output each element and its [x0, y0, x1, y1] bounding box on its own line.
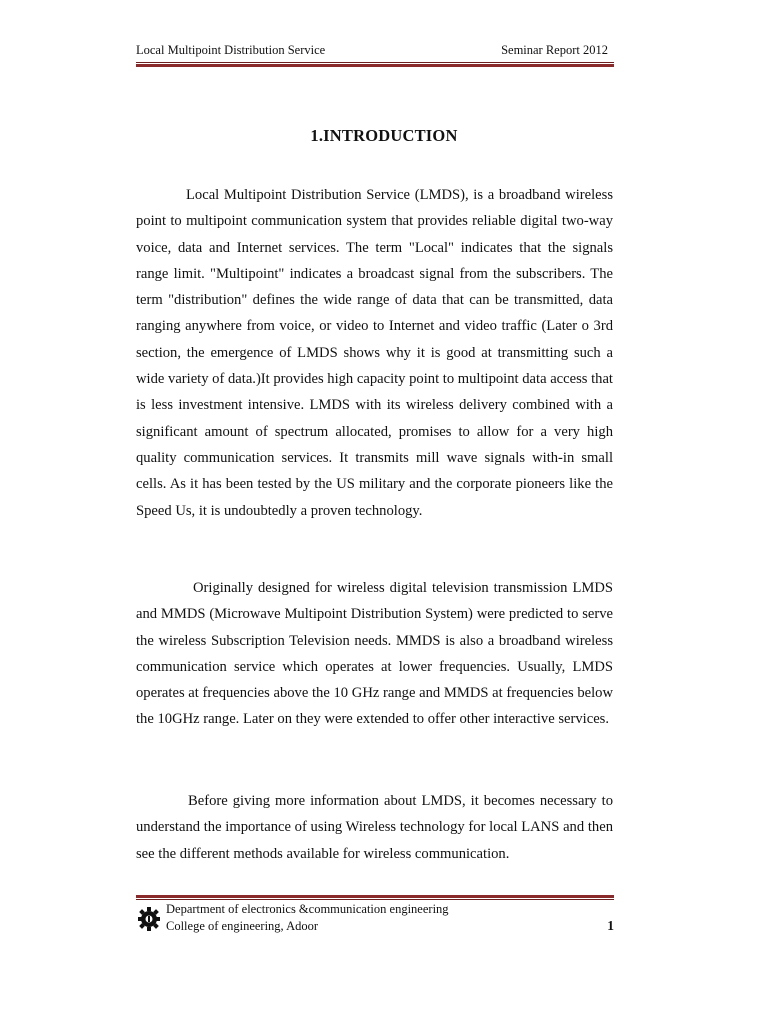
header-right-title: Seminar Report 2012 — [501, 43, 608, 57]
footer-rule-thick — [136, 895, 614, 898]
paragraph-3: Before giving more information about LMDS, it becomes necessary to understand the importance of using Wireless technology for local LANS and then see the different methods available for wireless communication. — [136, 793, 613, 862]
footer-college: College of engineering, Adoor — [166, 919, 319, 933]
header-rule-thin — [136, 62, 614, 63]
college-emblem-icon — [136, 904, 162, 934]
page-number: 1 — [607, 918, 614, 933]
header-left-title: Local Multipoint Distribution Service — [136, 43, 326, 57]
paragraph-2: Originally designed for wireless digital television transmission LMDS and MMDS (Microwave Multipoint Distribution System) were predicted to serve the wireless Subscription Television needs. MMDS is also a broadband wireless communication service which operates at lower frequencies. Usually, LMDS operates at frequencies above the 10 GHz range and MMDS at frequencies below the 10GHz range. Later on they were extended to offer other interactive services. — [136, 580, 613, 728]
header-rule-thick — [136, 64, 614, 67]
footer-department: Department of electronics &communication engineering — [166, 902, 449, 916]
section-title: 1.INTRODUCTION — [310, 126, 458, 145]
footer-rule-thin — [136, 899, 614, 900]
page-header — [136, 41, 612, 61]
paragraph-1: Local Multipoint Distribution Service (LMDS), is a broadband wireless point to multipoint communication system that provides reliable digital two-way voice, data and Internet services. The term "Local" indicates that the signals range limit. "Multipoint" indicates a broadcast signal from the subscribers. The term "distribution" defines the wide range of data that can be transmitted, data ranging anywhere from voice, or video to Internet and video traffic (Later o 3rd section, the emergence of LMDS shows why it is good at transmitting such a wide variety of data.)It provides high capacity point to multipoint data access that is less investment intensive. LMDS with its wireless delivery combined with a significant amount of spectrum allocated, promises to allow for a very high quality communication services. It transmits mill wave signals with-in small cells. As it has been tested by the US military and the corporate pioneers like the Speed Us, it is undoubtedly a proven technology. — [136, 187, 613, 519]
